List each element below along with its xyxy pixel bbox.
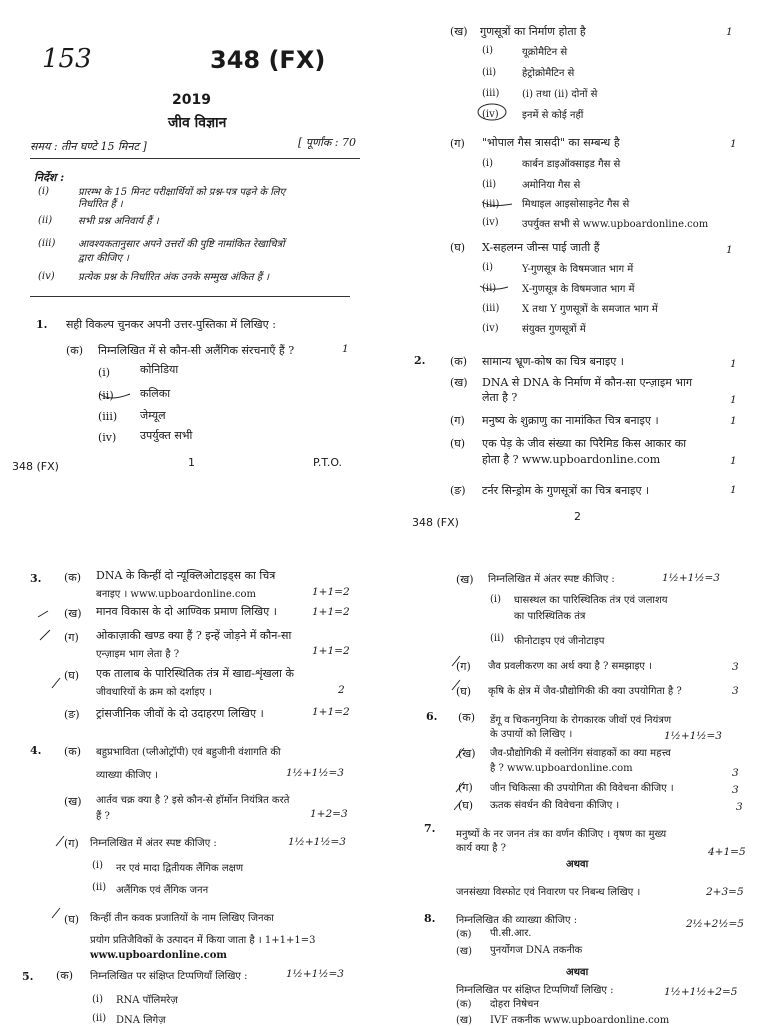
sub-question-text: व्याख्या कीजिए । <box>96 770 159 781</box>
item-text: अलैंगिक एवं लैंगिक जनन <box>116 885 209 896</box>
or-divider: अथवा <box>566 859 589 870</box>
question-number: 8. <box>424 912 436 925</box>
option-text: X तथा Y गुणसूत्रों के समजात भाग में <box>522 304 658 315</box>
footer-paper-code: 348 (FX) <box>412 516 459 529</box>
circled-option-mark <box>482 202 512 206</box>
sub-question-text: कृषि के क्षेत्र में जैव-प्रौद्योगिकी की क्या उपयोगिता है ? <box>488 686 682 697</box>
sub-question-text: ऊतक संवर्धन की विवेचना कीजिए । <box>490 800 620 811</box>
sub-question-label: (क) <box>56 969 74 982</box>
question-text: कार्य क्या है ? <box>456 843 507 854</box>
option-number: (iv) <box>482 217 499 228</box>
instruction-text: सभी प्रश्न अनिवार्य हैं । <box>78 216 159 227</box>
sub-question-text: "भोपाल गैस त्रासदी" का सम्बन्ध है <box>482 136 620 149</box>
sub-question-label: (ङ) <box>450 484 466 497</box>
sub-question-label: (ग) <box>458 781 473 794</box>
time-allowed: समय : तीन घण्टे 15 मिनट ] <box>30 140 147 153</box>
item-text: पी.सी.आर. <box>490 928 532 939</box>
marks: 3 <box>732 767 739 779</box>
sub-question-text: गुणसूत्रों का निर्माण होता है <box>480 25 586 38</box>
question-number: 7. <box>424 822 436 835</box>
sub-question-text: मानव विकास के दो आण्विक प्रमाण लिखिए । <box>96 605 277 618</box>
item-text: नर एवं मादा द्वितीयक लैंगिक लक्षण <box>116 863 244 874</box>
marks: 4+1=5 <box>708 846 746 858</box>
sub-question-label: (ग) <box>64 631 79 644</box>
option-number: (ii) <box>482 283 497 294</box>
sub-question-text: सामान्य भ्रूण-कोष का चित्र बनाइए । <box>482 355 624 368</box>
question-number: 1. <box>36 318 48 331</box>
marks: 1½+1½=3 <box>288 836 346 848</box>
marks: 1½+1½+2=5 <box>664 986 738 998</box>
sub-question-label: (ख) <box>450 25 468 38</box>
instruction-text: प्रारम्भ के 15 मिनट परीक्षार्थियों को प्रश्न-पत्र पढ़ने के लिए <box>78 187 286 198</box>
option-number: (ii) <box>98 389 114 402</box>
sub-question-text: प्रयोग प्रतिजैविकों के उत्पादन में किया जाता है । 1+1+1=3 <box>90 935 316 946</box>
option-text: जेम्यूल <box>140 409 166 422</box>
instruction-text: आवश्यकतानुसार अपने उत्तरों की पुष्टि नामांकित रेखाचित्रों <box>78 239 285 250</box>
sub-question-text: एन्ज़ाइम भाग लेता है ? <box>96 649 180 660</box>
sub-question-text: होता है ? www.upboardonline.com <box>482 453 661 466</box>
sub-question-text: जीवधारियों के क्रम को दर्शाइए । <box>96 687 212 698</box>
sub-question-label: (घ) <box>450 437 466 450</box>
option-number: (i) <box>482 262 494 273</box>
sub-question-text: जैव-प्रौद्योगिकी में क्लोनिंग संवाहकों का क्या महत्त्व <box>490 748 671 759</box>
option-text: कोनिडिया <box>140 363 179 376</box>
footer-paper-code: 348 (FX) <box>12 460 59 473</box>
option-text: X-गुणसूत्र के विषमजात भाग में <box>522 284 635 295</box>
sub-question-label: (क) <box>458 711 476 724</box>
option-text: अमोनिया गैस से <box>522 180 581 191</box>
marks: 1½+1½=3 <box>286 968 344 980</box>
option-text: यूक्रोमैटिन से <box>522 47 568 58</box>
item-label: (क) <box>456 999 472 1010</box>
sub-question-text: ट्रांसजीनिक जीवों के दो उदाहरण लिखिए । <box>96 707 264 720</box>
marks: 1+2=3 <box>310 808 348 820</box>
sub-question-text: DNA के किन्हीं दो न्यूक्लिओटाइड्स का चित्र <box>96 569 276 582</box>
sub-question-text: बनाइए । www.upboardonline.com <box>96 589 257 600</box>
option-number: (iv) <box>482 323 499 334</box>
question-text: मनुष्यों के नर जनन तंत्र का वर्णन कीजिए । वृषण का मुख्य <box>456 829 667 840</box>
option-number: (iii) <box>482 303 500 314</box>
option-number: (i) <box>482 45 494 56</box>
marks: 1+1=2 <box>312 606 350 618</box>
instructions-heading: निर्देश : <box>34 171 65 184</box>
footer-page-number: 1 <box>188 456 195 469</box>
sub-question-text: मनुष्य के शुक्राणु का नामांकित चित्र बनाइए । <box>482 414 659 427</box>
option-text: इनमें से कोई नहीं <box>522 110 584 121</box>
sub-question-text: लेता है ? <box>482 391 518 404</box>
item-number: (i) <box>92 860 104 871</box>
marks: 1½+1½=3 <box>664 730 722 742</box>
sub-question-label: (ग) <box>450 137 465 150</box>
item-text: फीनोटाइप एवं जीनोटाइप <box>514 636 605 647</box>
option-number: (i) <box>98 366 111 379</box>
marks: 1 <box>726 244 733 256</box>
paper-code: 348 (FX) <box>210 46 326 74</box>
option-text: कलिका <box>140 387 171 400</box>
footer-page-number: 2 <box>574 510 581 523</box>
sub-question-label: (घ) <box>64 669 80 682</box>
marks: 1+1=2 <box>312 586 350 598</box>
sub-question-label: (ग) <box>64 837 79 850</box>
item-text: पुनर्योगज DNA तकनीक <box>490 945 583 956</box>
option-number: (iv) <box>98 431 117 444</box>
item-text: का पारिस्थितिक तंत्र <box>514 611 586 622</box>
tick-mark <box>456 748 464 758</box>
sub-question-text: निम्नलिखित पर संक्षिप्त टिप्पणियाँ लिखिए : <box>90 971 248 982</box>
item-text: IVF तकनीक www.upboardonline.com <box>490 1015 670 1026</box>
instruction-number: (iv) <box>38 271 55 282</box>
marks: 1+1=2 <box>312 645 350 657</box>
sub-question-text: ओकाज़ाकी खण्ड क्या हैं ? इन्हें जोड़ने में कौन-सा <box>96 629 292 642</box>
instruction-number: (iii) <box>38 238 56 249</box>
option-text: मिथाइल आइसोसाइनेट गैस से <box>522 199 630 210</box>
tick-mark <box>456 782 464 792</box>
sub-question-label: (ग) <box>450 414 465 427</box>
exam-year: 2019 <box>172 92 211 108</box>
marks: 1 <box>342 343 349 355</box>
option-number: (ii) <box>482 179 497 190</box>
question-text: निम्नलिखित पर संक्षिप्त टिप्पणियाँ लिखिए : <box>456 985 614 996</box>
marks: 3 <box>732 784 739 796</box>
option-number: (i) <box>482 158 494 169</box>
tick-mark <box>452 680 460 690</box>
subject-title: जीव विज्ञान <box>168 115 227 131</box>
question-number: 3. <box>30 572 42 585</box>
sub-question-label: (ख) <box>450 376 468 389</box>
sub-question-text: निम्नलिखित में अंतर स्पष्ट कीजिए : <box>488 574 615 585</box>
item-label: (ख) <box>456 1015 472 1026</box>
item-number: (ii) <box>490 633 505 644</box>
item-label: (क) <box>456 929 472 940</box>
footer-pto: P.T.O. <box>313 456 343 469</box>
item-number: (ii) <box>92 882 107 893</box>
sub-question-label: (ग) <box>456 660 471 673</box>
sub-question-label: (घ) <box>456 685 472 698</box>
marks: 3 <box>732 661 739 673</box>
marks: 2+3=5 <box>706 886 744 898</box>
sub-question-text: एक तालाब के पारिस्थितिक तंत्र में खाद्य-शृंखला के <box>96 667 294 680</box>
marks: 2 <box>338 684 345 696</box>
item-text: DNA लिगेज़ <box>116 1015 166 1026</box>
item-label: (ख) <box>456 946 472 957</box>
sub-question-text: हैं ? <box>96 811 110 822</box>
tick-mark <box>56 836 64 846</box>
sub-question-label: (क) <box>450 355 468 368</box>
tick-mark <box>40 630 50 640</box>
sub-question-label: (ख) <box>64 795 82 808</box>
item-text: घासस्थल का पारिस्थितिक तंत्र एवं जलाशय <box>514 595 668 606</box>
sub-question-text: डेंगू व चिकनगुनिया के रोगकारक जीवों एवं नियंत्रण <box>490 715 672 726</box>
sub-question-text: जीन चिकित्सा की उपयोगिता की विवेचना कीजिए । <box>490 783 674 794</box>
sub-question-label: (ख) <box>458 747 476 760</box>
tick-mark <box>52 678 60 688</box>
marks: 1 <box>730 455 737 467</box>
sub-question-text: टर्नर सिन्ड्रोम के गुणसूत्रों का चित्र बनाइए । <box>482 484 650 497</box>
circled-option-mark <box>100 394 130 398</box>
sub-question-text: बहुप्रभाविता (प्लीओट्रॉपी) एवं बहुजीनी वंशागति की <box>96 747 281 758</box>
sub-question-text: DNA से DNA के निर्माण में कौन-सा एन्ज़ाइम भाग <box>482 376 693 389</box>
item-text: RNA पॉलिमरेज़ <box>116 995 178 1006</box>
option-text: कार्बन डाइऑक्साइड गैस से <box>522 159 621 170</box>
or-divider: अथवा <box>566 967 589 978</box>
instruction-number: (i) <box>38 186 50 197</box>
question-number: 4. <box>30 744 42 757</box>
question-text: जनसंख्या विस्फोट एवं निवारण पर निबन्ध लिखिए । <box>456 887 641 898</box>
sub-question-text: निम्नलिखित में अंतर स्पष्ट कीजिए : <box>90 838 217 849</box>
option-text: (i) तथा (ii) दोनों से <box>522 89 598 100</box>
item-number: (ii) <box>92 1013 107 1024</box>
sub-question-label: (घ) <box>458 799 474 812</box>
tick-mark <box>38 611 48 617</box>
tick-mark <box>52 908 60 918</box>
marks: 1+1=2 <box>312 706 350 718</box>
option-text: उपर्युक्त सभी से www.upboardonline.com <box>522 219 709 230</box>
sub-question-label: (ख) <box>64 607 82 620</box>
sub-question-text: जैव प्रवलीकरण का अर्थ क्या है ? समझाइए । <box>488 661 652 672</box>
option-number: (iii) <box>482 199 500 210</box>
sub-question-label: (क) <box>64 745 82 758</box>
sub-question-label: (क) <box>66 344 84 357</box>
marks: 3 <box>736 801 743 813</box>
instruction-number: (ii) <box>38 215 53 226</box>
marks: 1½+1½=3 <box>286 767 344 779</box>
marks: 3 <box>732 685 739 697</box>
sub-question-label: (ङ) <box>64 708 80 721</box>
marks: 2½+2½=5 <box>686 918 744 930</box>
option-text: उपर्युक्त सभी <box>140 429 193 442</box>
marks: 1 <box>730 358 737 370</box>
instruction-text: प्रत्येक प्रश्न के निर्धारित अंक उनके सम्मुख अंकित हैं । <box>78 272 270 283</box>
option-number: (ii) <box>482 67 497 78</box>
circled-option-mark <box>480 286 508 289</box>
sub-question-text: किन्हीं तीन कवक प्रजातियों के नाम लिखिए जिनका <box>90 913 274 924</box>
tick-mark <box>452 656 460 666</box>
sub-question-text: X-सहलग्न जीन्स पाई जाती हैं <box>482 241 600 254</box>
option-number: (iii) <box>98 410 118 423</box>
option-text: हेट्रोक्रोमैटिन से <box>522 68 575 79</box>
question-text: निम्नलिखित की व्याख्या कीजिए : <box>456 915 578 926</box>
marks: 1 <box>730 484 737 496</box>
roll-number: 153 <box>42 44 92 74</box>
marks: 1 <box>730 415 737 427</box>
question-number: 5. <box>22 970 34 983</box>
option-number: (iv) <box>482 109 499 120</box>
question-number: 6. <box>426 710 438 723</box>
marks: 1½+1½=3 <box>662 572 720 584</box>
option-text: Y-गुणसूत्र के विषमजात भाग में <box>522 264 634 275</box>
sub-question-text: एक पेड़ के जीव संख्या का पिरैमिड किस आकार का <box>482 437 687 450</box>
option-number: (iii) <box>482 88 500 99</box>
item-number: (i) <box>490 594 502 605</box>
sub-question-text: है ? www.upboardonline.com <box>490 763 633 774</box>
marks: 1 <box>726 26 733 38</box>
sub-question-label: (घ) <box>64 913 80 926</box>
max-marks: [ पूर्णांक : 70 <box>298 136 356 149</box>
item-text: दोहरा निषेचन <box>490 999 539 1010</box>
marks: 1 <box>730 394 737 406</box>
sub-question-label: (ख) <box>456 573 474 586</box>
sub-question-text: आर्तव चक्र क्या है ? इसे कौन-से हॉर्मोन नियंत्रित करते <box>96 795 290 806</box>
sub-question-text: के उपायों को लिखिए । <box>490 729 573 740</box>
instruction-text: द्वारा कीजिए । <box>78 253 129 264</box>
handwritten-annotation-marks <box>38 104 512 918</box>
website-url: www.upboardonline.com <box>90 950 227 961</box>
sub-question-text: निम्नलिखित में से कौन-सी अलैंगिक संरचनाएँ हैं ? <box>98 344 295 357</box>
instruction-text: निर्धारित हैं । <box>78 199 123 210</box>
circled-option-mark <box>478 104 506 120</box>
option-text: संयुक्त गुणसूत्रों में <box>522 324 586 335</box>
question-number: 2. <box>414 354 426 367</box>
sub-question-label: (क) <box>64 571 82 584</box>
sub-question-label: (घ) <box>450 241 466 254</box>
tick-mark <box>454 800 462 810</box>
question-text: सही विकल्प चुनकर अपनी उत्तर-पुस्तिका में लिखिए : <box>66 318 276 331</box>
item-number: (i) <box>92 994 104 1005</box>
marks: 1 <box>730 138 737 150</box>
